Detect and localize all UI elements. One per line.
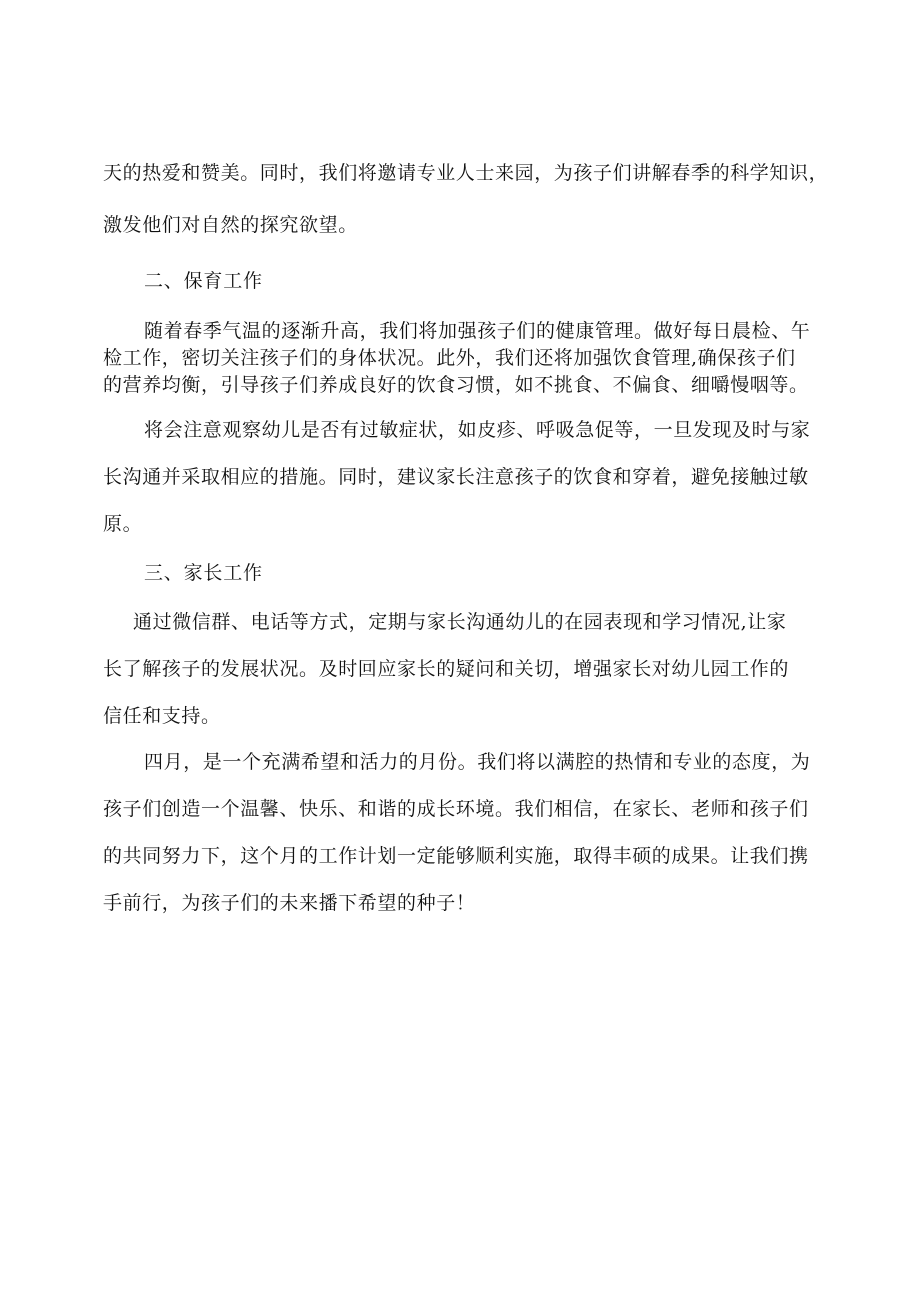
text-line: 随着春季气温的逐渐升高，我们将加强孩子们的健康管理。做好每日晨检、午 bbox=[144, 320, 811, 342]
text-line: 将会注意观察幼儿是否有过敏症状，如皮疹、呼吸急促等，一旦发现及时与家 bbox=[144, 419, 811, 441]
text-line: 长了解孩子的发展状况。及时回应家长的疑问和关切，增强家长对幼儿园工作的 bbox=[103, 658, 790, 680]
text-line: 通过微信群、电话等方式，定期与家长沟通幼儿的在园表现和学习情况,让家 bbox=[133, 611, 787, 633]
text-line: 的共同努力下，这个月的工作计划一定能够顺利实施，取得丰硕的成果。让我们携 bbox=[103, 845, 809, 867]
text-line: 手前行，为孩子们的未来播下希望的种子！ bbox=[103, 892, 476, 914]
text-line: 原。 bbox=[103, 513, 143, 535]
text-line: 信任和支持。 bbox=[103, 705, 221, 727]
text-line: 长沟通并采取相应的措施。同时，建议家长注意孩子的饮食和穿着，避免接触过敏 bbox=[103, 466, 809, 488]
text-line: 天的热爱和赞美。同时，我们将邀请专业人士来园，为孩子们讲解春季的科学知识， bbox=[103, 162, 829, 184]
text-line: 的营养均衡，引导孩子们养成良好的饮食习惯，如不挑食、不偏食、细嚼慢咽等。 bbox=[103, 374, 809, 396]
section-heading-parents: 三、家长工作 bbox=[144, 562, 263, 584]
section-heading-care: 二、保育工作 bbox=[144, 270, 263, 292]
text-line: 检工作，密切关注孩子们的身体状况。此外，我们还将加强饮食管理,确保孩子们 bbox=[103, 347, 796, 369]
text-line: 四月，是一个充满希望和活力的月份。我们将以满腔的热情和专业的态度，为 bbox=[144, 751, 811, 773]
text-line: 激发他们对自然的探究欲望。 bbox=[103, 214, 358, 236]
text-line: 孩子们创造一个温馨、快乐、和谐的成长环境。我们相信，在家长、老师和孩子们 bbox=[103, 798, 809, 820]
